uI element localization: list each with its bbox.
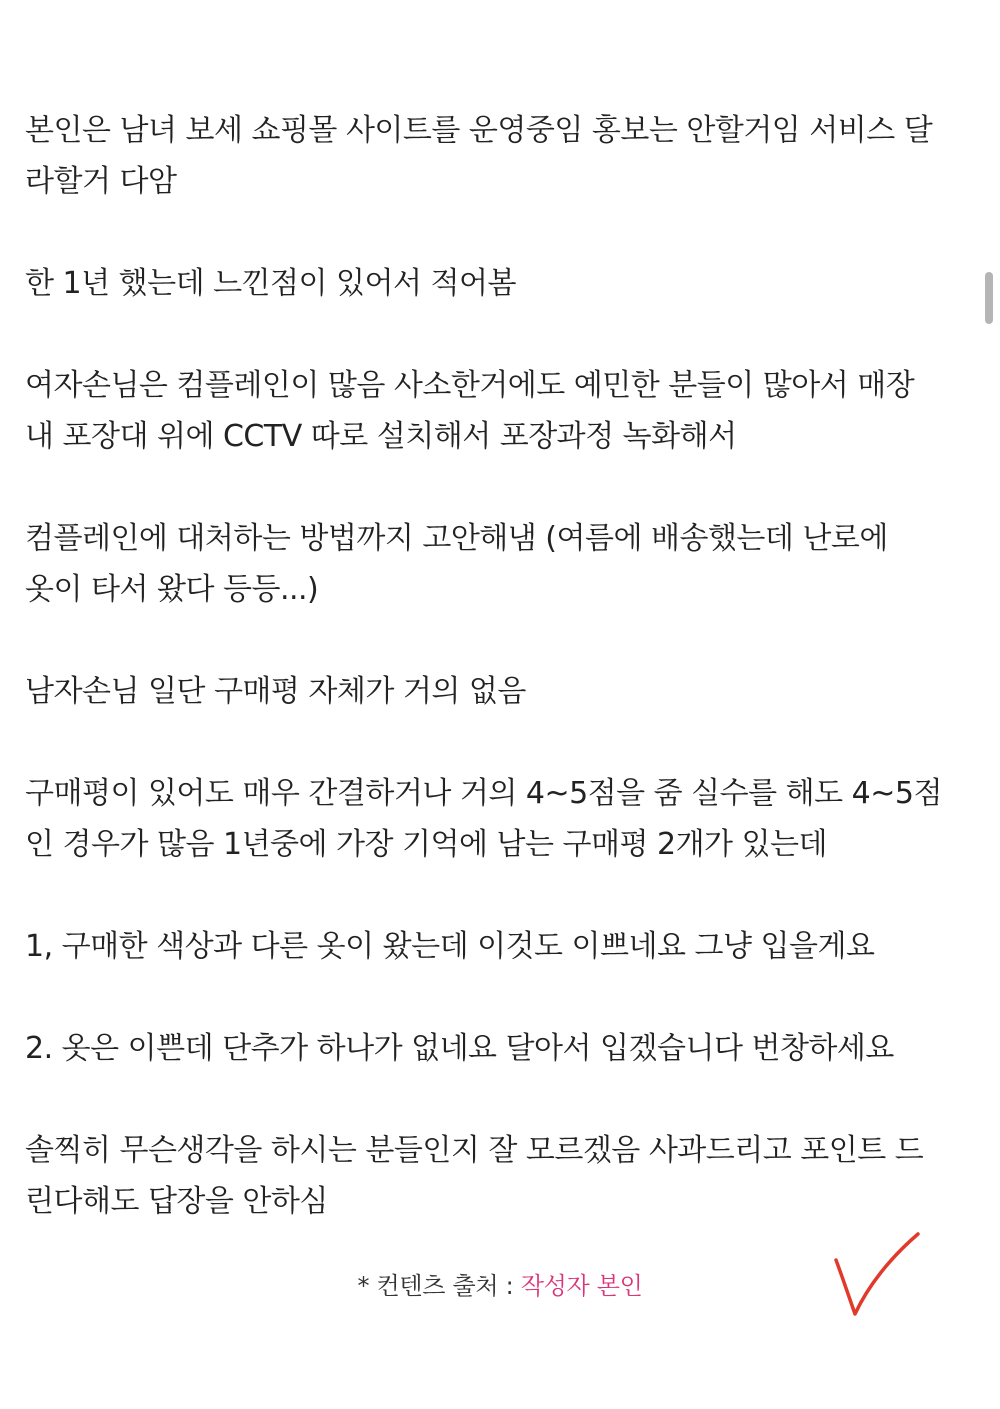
paragraph-line: 린다해도 답장을 안하심: [25, 1184, 328, 1219]
paragraph-9: [25, 1125, 985, 1227]
paragraph-5: [25, 666, 985, 717]
paragraph-1: [25, 105, 985, 207]
paragraph-line: 2. 옷은 이쁜데 단추가 하나가 없네요 달아서 입겠습니다 번창하세요: [25, 1031, 894, 1066]
paragraph-line: 인 경우가 많음 1년중에 가장 기억에 남는 구매평 2개가 있는데: [25, 827, 828, 862]
paragraph-6: [25, 768, 985, 870]
post-body: [25, 105, 985, 1278]
paragraph-line: 내 포장대 위에 CCTV 따로 설치해서 포장과정 녹화해서: [25, 419, 737, 454]
paragraph-line: 옷이 타서 왔다 등등...): [25, 572, 319, 607]
scrollbar-thumb[interactable]: [985, 272, 993, 324]
paragraph-line: 1, 구매한 색상과 다른 옷이 왔는데 이것도 이쁘네요 그냥 입을게요: [25, 929, 875, 964]
source-value: 작성자 본인: [520, 1272, 643, 1300]
paragraph-line: 솔찍히 무슨생각을 하시는 분들인지 잘 모르겠음 사과드리고 포인트 드: [25, 1133, 924, 1168]
paragraph-3: [25, 360, 985, 462]
paragraph-line: 구매평이 있어도 매우 간결하거나 거의 4~5점을 줌 실수를 해도 4~5점: [25, 776, 942, 811]
paragraph-7: [25, 921, 985, 972]
paragraph-line: 여자손님은 컴플레인이 많음 사소한거에도 예민한 분들이 많아서 매장: [25, 368, 915, 403]
paragraph-line: 본인은 남녀 보세 쇼핑몰 사이트를 운영중임 홍보는 안할거임 서비스 달: [25, 113, 933, 148]
paragraph-8: [25, 1023, 985, 1074]
paragraph-line: 한 1년 했는데 느낀점이 있어서 적어봄: [25, 266, 516, 301]
source-prefix: * 컨텐츠 출처 :: [357, 1272, 521, 1300]
paragraph-2: [25, 258, 985, 309]
paragraph-line: 컴플레인에 대처하는 방법까지 고안해냄 (여름에 배송했는데 난로에: [25, 521, 888, 556]
paragraph-line: 라할거 다암: [25, 164, 177, 199]
red-checkmark-icon: [828, 1228, 928, 1320]
paragraph-4: [25, 513, 985, 615]
paragraph-line: 남자손님 일단 구매평 자체가 거의 없음: [25, 674, 526, 709]
